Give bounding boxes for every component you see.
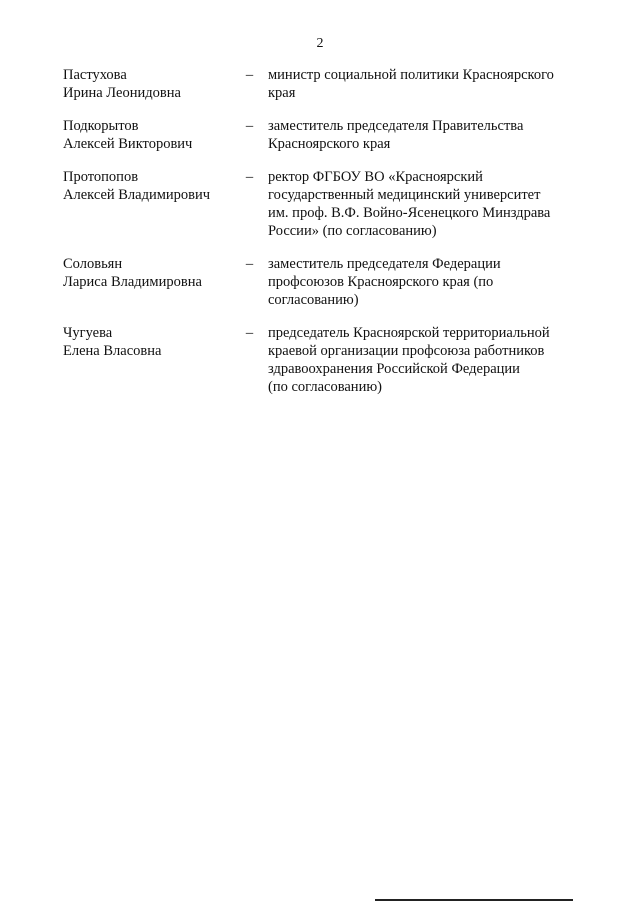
member-row xyxy=(63,66,583,102)
member-role xyxy=(268,168,583,240)
member-row xyxy=(63,168,583,240)
role-line: заместитель председателя Правительства xyxy=(268,118,524,134)
role-line: государственный медицинский университет xyxy=(268,187,541,203)
member-role xyxy=(268,66,583,102)
role-line: Красноярского края xyxy=(268,136,391,152)
role-line: (по согласованию) xyxy=(268,379,382,395)
member-surname: Пастухова xyxy=(63,67,127,83)
member-given-names: Елена Власовна xyxy=(63,343,162,359)
member-surname: Протопопов xyxy=(63,169,139,185)
role-line: ректор ФГБОУ ВО «Красноярский xyxy=(268,169,483,185)
role-line: министр социальной политики Красноярского xyxy=(268,67,554,83)
member-given-names: Лариса Владимировна xyxy=(63,274,202,290)
member-role xyxy=(268,255,583,309)
member-role xyxy=(268,324,583,396)
role-line: профсоюзов Красноярского края (по xyxy=(268,274,494,290)
role-line: председатель Красноярской территориальной xyxy=(268,325,550,341)
role-line: края xyxy=(268,85,296,101)
member-row xyxy=(63,117,583,153)
dash-separator: – xyxy=(245,169,254,185)
member-name xyxy=(63,66,231,102)
member-given-names: Ирина Леонидовна xyxy=(63,85,181,101)
dash-separator: – xyxy=(245,325,254,341)
member-name xyxy=(63,168,231,204)
role-line: краевой организации профсоюза работников xyxy=(268,343,545,359)
member-row xyxy=(63,255,583,309)
member-name xyxy=(63,117,231,153)
member-row xyxy=(63,324,583,396)
member-list xyxy=(63,66,583,411)
member-surname: Подкорытов xyxy=(63,118,139,134)
dash-separator: – xyxy=(245,256,254,272)
bottom-divider-line xyxy=(375,899,573,901)
member-given-names: Алексей Владимирович xyxy=(63,187,211,203)
page-number: 2 xyxy=(316,36,324,51)
member-name xyxy=(63,255,231,291)
member-given-names: Алексей Викторович xyxy=(63,136,193,152)
member-role xyxy=(268,117,583,153)
role-line: заместитель председателя Федерации xyxy=(268,256,501,272)
dash-separator: – xyxy=(245,118,254,134)
role-line: согласованию) xyxy=(268,292,359,308)
role-line: России» (по согласованию) xyxy=(268,223,437,239)
member-name xyxy=(63,324,231,360)
member-surname: Соловьян xyxy=(63,256,123,272)
dash-separator: – xyxy=(245,67,254,83)
role-line: здравоохранения Российской Федерации xyxy=(268,361,520,377)
role-line: им. проф. В.Ф. Войно-Ясенецкого Минздрава xyxy=(268,205,551,221)
member-surname: Чугуева xyxy=(63,325,113,341)
